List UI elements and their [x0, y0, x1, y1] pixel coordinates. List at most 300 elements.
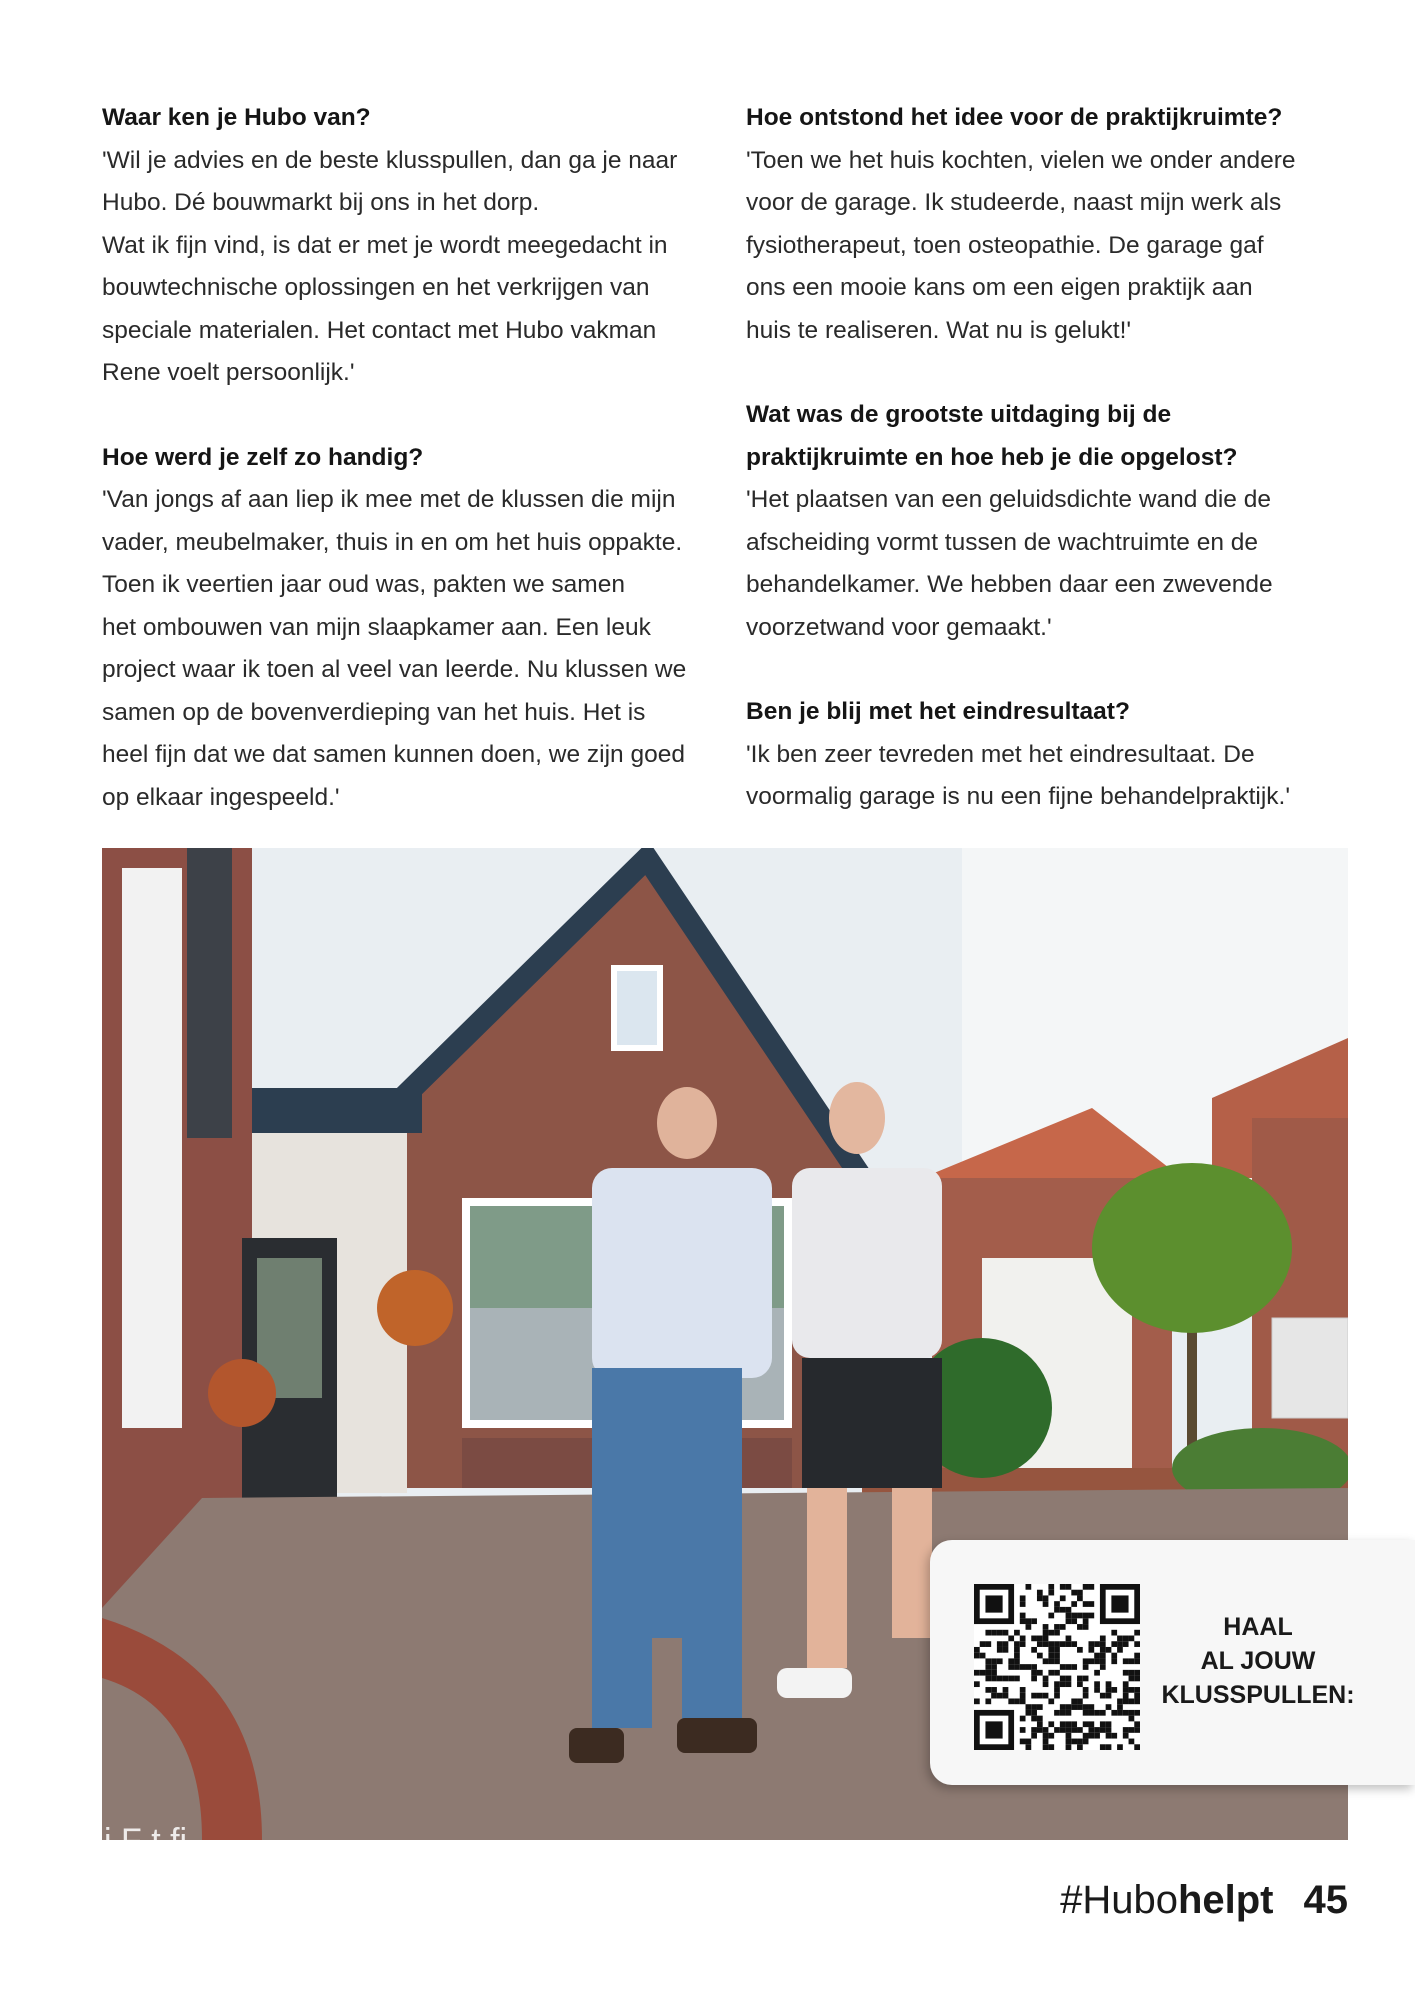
qr-module — [1008, 1658, 1014, 1664]
qr-module — [1048, 1721, 1054, 1727]
qr-module — [1071, 1721, 1077, 1727]
qr-module — [974, 1670, 980, 1676]
qr-module — [1071, 1618, 1077, 1624]
qr-module — [1117, 1704, 1123, 1710]
qr-module — [1054, 1727, 1060, 1733]
qr-module — [1106, 1704, 1112, 1710]
qr-module — [1026, 1664, 1032, 1670]
qr-module — [1134, 1693, 1140, 1699]
qr-module — [1054, 1693, 1060, 1699]
qr-module — [1031, 1676, 1037, 1682]
qr-module — [997, 1693, 1003, 1699]
qr-module — [1088, 1584, 1094, 1590]
qr-module — [1123, 1641, 1129, 1647]
qr-module — [1077, 1704, 1083, 1710]
qr-module — [1043, 1601, 1049, 1607]
qr-module — [1088, 1733, 1094, 1739]
qr-module — [1071, 1739, 1077, 1745]
answer-text: 'Toen we het huis kochten, vielen we onder andere voor de garage. Ik studeerde, naast mijn werk als fysiotherapeut, toen osteopathie. De garage gaf ons een mooie kans om een eigen praktijk aan huis te realiseren. Wat nu is gelukt!' — [746, 146, 1296, 344]
qr-module — [1043, 1681, 1049, 1687]
qr-module — [974, 1698, 980, 1704]
qr-module — [991, 1676, 997, 1682]
qr-module — [1123, 1693, 1129, 1699]
qr-module — [1077, 1624, 1083, 1630]
qr-module — [1106, 1693, 1112, 1699]
qr-module — [1054, 1658, 1060, 1664]
qr-module — [1054, 1647, 1060, 1653]
qr-module — [1066, 1607, 1072, 1613]
qr-module — [1026, 1624, 1032, 1630]
qr-module — [1129, 1658, 1135, 1664]
qr-module — [1100, 1658, 1106, 1664]
qr-module — [1054, 1687, 1060, 1693]
qa-block — [746, 394, 1346, 649]
qr-code[interactable] — [974, 1584, 1140, 1750]
qr-module — [1060, 1681, 1066, 1687]
qr-module — [1060, 1584, 1066, 1590]
qr-module — [1054, 1624, 1060, 1630]
answer-text: 'Ik ben zeer tevreden met het eindresultaat. De voormalig garage is nu een fijne behandelpraktijk.' — [746, 740, 1291, 810]
question-heading: Wat was de grootste uitdaging bij de praktijkruimte en hoe heb je die opgelost? — [746, 401, 1238, 471]
qr-module — [1043, 1744, 1049, 1750]
qr-module — [1031, 1733, 1037, 1739]
qr-module — [1048, 1590, 1054, 1596]
qr-module — [1031, 1693, 1037, 1699]
qr-module — [997, 1676, 1003, 1682]
qr-module — [1003, 1630, 1009, 1636]
qr-module — [1060, 1641, 1066, 1647]
qr-module — [985, 1641, 991, 1647]
qr-module — [1008, 1698, 1014, 1704]
qr-module — [1060, 1721, 1066, 1727]
qr-module — [1100, 1727, 1106, 1733]
qr-module — [980, 1670, 986, 1676]
qr-text-line: KLUSSPULLEN: — [1161, 1681, 1355, 1709]
qr-module — [1094, 1658, 1100, 1664]
qr-module — [1111, 1653, 1117, 1659]
qr-module — [991, 1693, 997, 1699]
qr-module — [1048, 1613, 1054, 1619]
qr-module — [1100, 1653, 1106, 1659]
qr-module — [1014, 1664, 1020, 1670]
qr-module — [1071, 1613, 1077, 1619]
qr-module — [1020, 1618, 1026, 1624]
qr-module — [1117, 1636, 1123, 1642]
qr-module — [1026, 1739, 1032, 1745]
qr-module — [1066, 1727, 1072, 1733]
qr-module — [1043, 1658, 1049, 1664]
qr-module — [1026, 1584, 1032, 1590]
qr-module — [974, 1647, 980, 1653]
qr-module — [1083, 1618, 1089, 1624]
qr-module — [1054, 1710, 1060, 1716]
qr-module — [1129, 1716, 1135, 1722]
qr-module — [985, 1664, 991, 1670]
qa-block — [746, 691, 1346, 819]
qr-module — [1106, 1687, 1112, 1693]
qr-module — [1094, 1641, 1100, 1647]
qr-module — [1077, 1647, 1083, 1653]
qr-module — [1020, 1739, 1026, 1745]
qr-module — [985, 1630, 991, 1636]
qr-module — [1129, 1727, 1135, 1733]
page-footer — [1060, 1878, 1348, 1928]
qr-module — [1106, 1744, 1112, 1750]
qr-module — [1066, 1676, 1072, 1682]
qr-module — [1014, 1658, 1020, 1664]
qr-module — [985, 1676, 991, 1682]
qr-module — [1083, 1613, 1089, 1619]
qr-module — [1026, 1704, 1032, 1710]
qr-module — [1020, 1716, 1026, 1722]
right-column — [746, 97, 1346, 861]
qr-module — [1123, 1733, 1129, 1739]
qr-module — [1054, 1607, 1060, 1613]
qr-module — [1129, 1687, 1135, 1693]
qr-module — [991, 1670, 997, 1676]
qr-module — [1129, 1698, 1135, 1704]
qr-module — [1008, 1636, 1014, 1642]
qr-module — [1020, 1664, 1026, 1670]
qr-module — [1020, 1601, 1026, 1607]
qr-module — [1129, 1676, 1135, 1682]
qr-module — [1083, 1658, 1089, 1664]
qr-module — [1031, 1710, 1037, 1716]
qr-module — [1037, 1727, 1043, 1733]
qr-module — [1060, 1727, 1066, 1733]
qr-module — [980, 1653, 986, 1659]
qr-module — [991, 1687, 997, 1693]
qr-module — [1100, 1693, 1106, 1699]
qr-module — [1037, 1704, 1043, 1710]
qr-module — [980, 1641, 986, 1647]
qr-module — [1117, 1744, 1123, 1750]
qr-module — [1106, 1727, 1112, 1733]
qr-module — [1066, 1744, 1072, 1750]
qr-module — [1083, 1687, 1089, 1693]
qr-module — [1123, 1710, 1129, 1716]
qr-module — [1123, 1687, 1129, 1693]
qr-module — [1134, 1653, 1140, 1659]
qr-module — [1060, 1624, 1066, 1630]
qr-module — [1100, 1664, 1106, 1670]
qr-module — [1043, 1641, 1049, 1647]
qr-module — [1071, 1727, 1077, 1733]
qr-text-line: AL JOUW — [1200, 1647, 1316, 1675]
qr-module — [1037, 1595, 1043, 1601]
qr-module — [1129, 1636, 1135, 1642]
qr-module — [1054, 1641, 1060, 1647]
qr-module — [1031, 1704, 1037, 1710]
qa-block — [102, 97, 702, 395]
qr-module — [1043, 1693, 1049, 1699]
qr-module — [1043, 1630, 1049, 1636]
qr-module — [1048, 1733, 1054, 1739]
qr-module — [1088, 1658, 1094, 1664]
qr-module — [1014, 1647, 1020, 1653]
qr-module — [1088, 1601, 1094, 1607]
qr-module — [1003, 1647, 1009, 1653]
qr-module — [1071, 1698, 1077, 1704]
qr-module — [991, 1630, 997, 1636]
qr-module — [1014, 1676, 1020, 1682]
qr-module — [1134, 1710, 1140, 1716]
qr-module — [1094, 1687, 1100, 1693]
qr-module — [1106, 1681, 1112, 1687]
qr-module — [1043, 1676, 1049, 1682]
qr-module — [1100, 1636, 1106, 1642]
qr-call-to-action — [1158, 1610, 1358, 1712]
qr-module — [1083, 1664, 1089, 1670]
qr-module — [1048, 1658, 1054, 1664]
qr-module — [1043, 1727, 1049, 1733]
qr-module — [1043, 1739, 1049, 1745]
qr-module — [1066, 1710, 1072, 1716]
qr-module — [1026, 1710, 1032, 1716]
qr-module — [1083, 1710, 1089, 1716]
qr-module — [1037, 1670, 1043, 1676]
qr-card[interactable] — [930, 1540, 1415, 1785]
qr-module — [1134, 1721, 1140, 1727]
qr-module — [1123, 1681, 1129, 1687]
qr-module — [1066, 1681, 1072, 1687]
qr-module — [1134, 1687, 1140, 1693]
qr-module — [1111, 1733, 1117, 1739]
qr-module — [1094, 1733, 1100, 1739]
qr-module — [1111, 1658, 1117, 1664]
qr-module — [1066, 1721, 1072, 1727]
hashtag-hubohelpt — [1060, 1878, 1273, 1923]
qr-module — [1111, 1630, 1117, 1636]
answer-text: 'Wil je advies en de beste klusspullen, dan ga je naar Hubo. Dé bouwmarkt bij ons in het dorp. Wat ik fijn vind, is dat er met je wordt meegedacht in bouwtechnische oplossingen en het verkrijgen van speciale materialen. Het contact met Hubo vakman Rene voelt persoonlijk.' — [102, 146, 678, 386]
qr-module — [1003, 1693, 1009, 1699]
qr-module — [1094, 1681, 1100, 1687]
qr-module — [1031, 1636, 1037, 1642]
qr-module — [1083, 1584, 1089, 1590]
qr-module — [1077, 1681, 1083, 1687]
qr-module — [1088, 1613, 1094, 1619]
qr-module — [1071, 1664, 1077, 1670]
qr-module — [1094, 1653, 1100, 1659]
qr-module — [1020, 1693, 1026, 1699]
qr-module — [1066, 1636, 1072, 1642]
qr-module — [1008, 1664, 1014, 1670]
qr-module — [1083, 1693, 1089, 1699]
qr-module — [1123, 1658, 1129, 1664]
qr-module — [1066, 1739, 1072, 1745]
qr-module — [1088, 1641, 1094, 1647]
qr-module — [1003, 1676, 1009, 1682]
qr-module — [1129, 1710, 1135, 1716]
qr-module — [1117, 1710, 1123, 1716]
qr-module — [1088, 1704, 1094, 1710]
qr-module — [1123, 1727, 1129, 1733]
qr-module — [1048, 1630, 1054, 1636]
qr-module — [1083, 1601, 1089, 1607]
qr-module — [1031, 1618, 1037, 1624]
qr-module — [1066, 1584, 1072, 1590]
qr-module — [1031, 1670, 1037, 1676]
qr-module — [1060, 1676, 1066, 1682]
qr-module — [1031, 1716, 1037, 1722]
qr-module — [1100, 1641, 1106, 1647]
qr-module — [1134, 1630, 1140, 1636]
qr-module — [1066, 1613, 1072, 1619]
qr-module — [1088, 1647, 1094, 1653]
page-number: 45 — [1303, 1878, 1348, 1922]
qr-module — [1048, 1653, 1054, 1659]
qr-module — [1037, 1653, 1043, 1659]
qr-module — [1117, 1641, 1123, 1647]
answer-text: 'Van jongs af aan liep ik mee met de klussen die mijn vader, meubelmaker, thuis in en om het huis oppakte. Toen ik veertien jaar oud was, pakten we samen het ombouwen van mijn slaapkamer aan. Een leuk project waar ik toen al veel van leerde. Nu klussen we samen op de bovenverdieping van het huis. Het is heel fijn dat we dat samen kunnen doen, we zijn goed op elkaar ingespeeld.' — [102, 486, 687, 811]
qr-module — [1100, 1710, 1106, 1716]
qr-module — [1020, 1641, 1026, 1647]
qr-module — [1134, 1698, 1140, 1704]
left-column — [102, 97, 702, 861]
qr-module — [1014, 1698, 1020, 1704]
qr-text-line: HAAL — [1223, 1613, 1293, 1641]
qr-module — [1003, 1641, 1009, 1647]
qr-module — [1031, 1664, 1037, 1670]
question-heading: Ben je blij met het eindresultaat? — [746, 698, 1130, 725]
question-heading: Hoe ontstond het idee voor de praktijkruimte? — [746, 104, 1283, 131]
qr-module — [1077, 1590, 1083, 1596]
qr-module — [1088, 1721, 1094, 1727]
qr-module — [1020, 1595, 1026, 1601]
qr-module — [1071, 1704, 1077, 1710]
photo-credit: i F t fi — [104, 1822, 188, 1860]
qr-module — [997, 1658, 1003, 1664]
qr-module — [1117, 1698, 1123, 1704]
qr-module — [1054, 1653, 1060, 1659]
qr-module — [1060, 1710, 1066, 1716]
qr-module — [1066, 1618, 1072, 1624]
qr-module — [1129, 1739, 1135, 1745]
qa-block — [746, 97, 1346, 352]
qr-module — [1083, 1624, 1089, 1630]
qr-module — [1111, 1595, 1128, 1612]
qr-module — [985, 1721, 1002, 1738]
qr-module — [1134, 1670, 1140, 1676]
qr-module — [1048, 1698, 1054, 1704]
qr-module — [1077, 1727, 1083, 1733]
qr-module — [985, 1698, 991, 1704]
qr-module — [1043, 1636, 1049, 1642]
qr-module — [1123, 1698, 1129, 1704]
qr-module — [1008, 1676, 1014, 1682]
qr-module — [1066, 1641, 1072, 1647]
qr-module — [1123, 1670, 1129, 1676]
qr-module — [1026, 1744, 1032, 1750]
qr-module — [1031, 1727, 1037, 1733]
hashtag-bold: helpt — [1177, 1878, 1274, 1922]
qr-module — [1094, 1710, 1100, 1716]
qr-module — [1111, 1687, 1117, 1693]
qr-module — [1077, 1744, 1083, 1750]
qr-module — [1060, 1664, 1066, 1670]
qr-module — [1111, 1641, 1117, 1647]
qr-module — [1020, 1636, 1026, 1642]
question-heading: Hoe werd je zelf zo handig? — [102, 443, 424, 471]
qr-module — [974, 1653, 980, 1659]
qr-module — [1083, 1733, 1089, 1739]
qr-module — [1100, 1647, 1106, 1653]
qr-module — [1054, 1681, 1060, 1687]
qr-module — [1054, 1630, 1060, 1636]
qr-module — [1083, 1704, 1089, 1710]
qr-module — [1066, 1664, 1072, 1670]
qr-module — [1060, 1704, 1066, 1710]
qr-module — [1077, 1698, 1083, 1704]
qr-module — [1020, 1613, 1026, 1619]
qr-module — [997, 1641, 1003, 1647]
qr-module — [1066, 1704, 1072, 1710]
qr-module — [1077, 1676, 1083, 1682]
qr-module — [1037, 1641, 1043, 1647]
qr-module — [1048, 1744, 1054, 1750]
answer-text: 'Het plaatsen van een geluidsdichte wand die de afscheiding vormt tussen de wachtruimte en de behandelkamer. We hebben daar een zwevende voorzetwand voor gemaakt.' — [746, 486, 1273, 641]
qr-module — [1117, 1647, 1123, 1653]
qr-module — [1037, 1693, 1043, 1699]
qr-module — [1106, 1647, 1112, 1653]
qr-module — [1106, 1721, 1112, 1727]
qr-module — [1060, 1595, 1066, 1601]
qr-module — [1037, 1721, 1043, 1727]
qr-module — [1083, 1676, 1089, 1682]
qr-module — [1094, 1670, 1100, 1676]
qr-module — [1071, 1641, 1077, 1647]
qr-module — [1060, 1607, 1066, 1613]
qr-module — [1134, 1658, 1140, 1664]
qr-module — [1026, 1618, 1032, 1624]
qr-module — [1088, 1710, 1094, 1716]
qr-module — [1134, 1744, 1140, 1750]
hashtag-prefix: #Hubo — [1060, 1878, 1178, 1922]
qr-module — [1134, 1676, 1140, 1682]
qr-module — [1134, 1641, 1140, 1647]
qr-module — [997, 1630, 1003, 1636]
qr-module — [1077, 1595, 1083, 1601]
qr-module — [1020, 1727, 1026, 1733]
qr-module — [997, 1647, 1003, 1653]
qr-module — [1100, 1744, 1106, 1750]
qr-module — [985, 1658, 991, 1664]
qr-module — [1048, 1641, 1054, 1647]
qr-module — [1054, 1601, 1060, 1607]
qr-module — [1123, 1636, 1129, 1642]
qr-module — [985, 1687, 991, 1693]
qr-module — [1003, 1687, 1009, 1693]
qr-module — [1054, 1670, 1060, 1676]
question-heading: Waar ken je Hubo van? — [102, 104, 371, 131]
qr-module — [1066, 1733, 1072, 1739]
qr-module — [1071, 1590, 1077, 1596]
qr-module — [1134, 1727, 1140, 1733]
qr-module — [1094, 1727, 1100, 1733]
qr-module — [991, 1664, 997, 1670]
qr-module — [1043, 1624, 1049, 1630]
qr-module — [1043, 1595, 1049, 1601]
qr-module — [1083, 1739, 1089, 1745]
qr-module — [1031, 1647, 1037, 1653]
qr-module — [1077, 1739, 1083, 1745]
qr-module — [1100, 1721, 1106, 1727]
qr-module — [1129, 1670, 1135, 1676]
qr-module — [1088, 1727, 1094, 1733]
qr-module — [1020, 1698, 1026, 1704]
qr-module — [1048, 1670, 1054, 1676]
qr-module — [1014, 1653, 1020, 1659]
